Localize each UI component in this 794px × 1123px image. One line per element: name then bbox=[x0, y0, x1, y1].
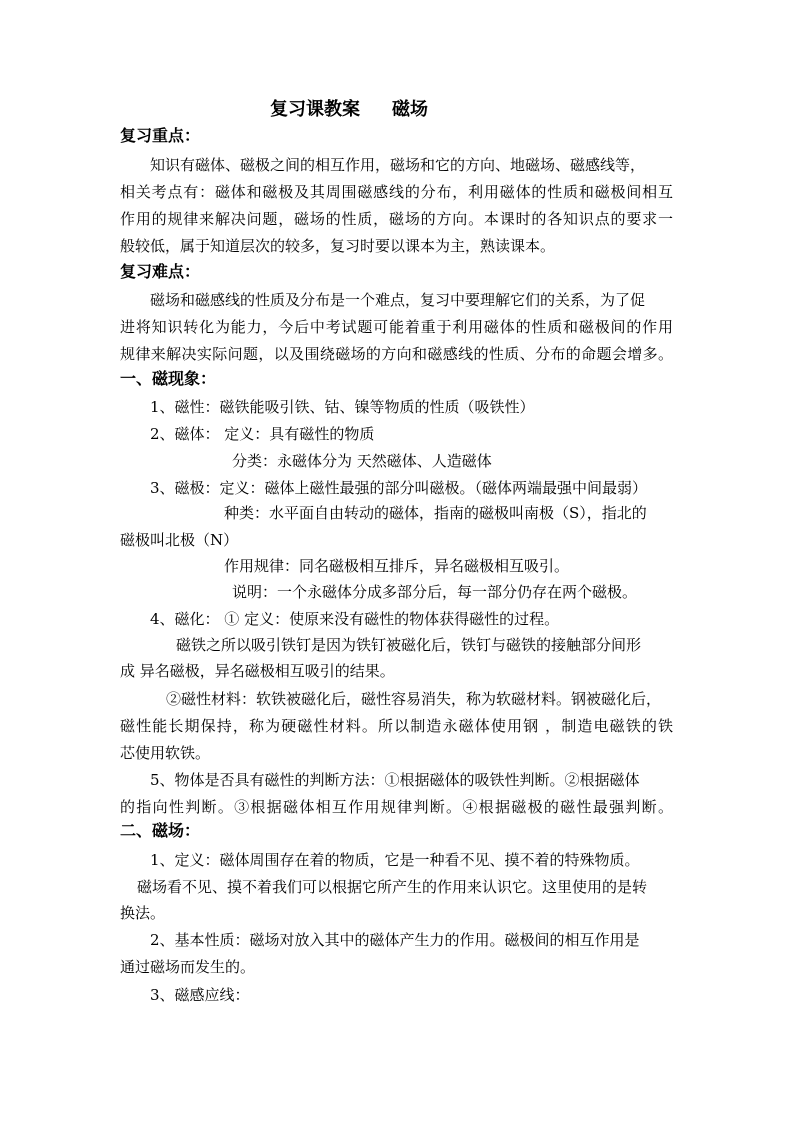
section-heading-key-points: 复习重点： bbox=[120, 126, 201, 145]
paragraph-line: 的指向性判断。③根据磁体相互作用规律判断。④根据磁极的磁性最强判断。 bbox=[120, 798, 673, 816]
section-heading-magnetic-field: 二、磁场： bbox=[120, 821, 201, 840]
paragraph-line: 3、磁感应线： bbox=[150, 986, 250, 1004]
paragraph-line: 5、物体是否具有磁性的判断方法：①根据磁体的吸铁性判断。②根据磁体 bbox=[150, 771, 640, 789]
paragraph-line: 通过磁场而发生的。 bbox=[120, 958, 256, 976]
page-title bbox=[270, 98, 428, 122]
section-heading-magnetic-phenomena: 一、磁现象： bbox=[120, 369, 217, 388]
paragraph-line: 芯使用软铁。 bbox=[120, 744, 211, 762]
paragraph-line: 1、磁性：磁铁能吸引铁、钴、镍等物质的性质（吸铁性） bbox=[150, 398, 535, 416]
paragraph-line: 磁极叫北极（N） bbox=[120, 531, 239, 549]
paragraph-line: 规律来解决实际问题，以及围绕磁场的方向和磁感线的性质、分布的命题会增多。 bbox=[120, 345, 673, 363]
paragraph-line: 进将知识转化为能力，今后中考试题可能着重于利用磁体的性质和磁极间的作用 bbox=[120, 318, 673, 336]
paragraph-line: 分类：永磁体分为 天然磁体、人造磁体 bbox=[232, 452, 492, 470]
paragraph-line: 2、基本性质：磁场对放入其中的磁体产生力的作用。磁极间的相互作用是 bbox=[150, 931, 640, 949]
title-main: 复习课教案 bbox=[270, 99, 360, 120]
paragraph-line: 磁性能长期保持，称为硬磁性材料。所以制造永磁体使用钢 ，制造电磁铁的铁 bbox=[120, 717, 673, 735]
paragraph-line: 知识有磁体、磁极之间的相互作用，磁场和它的方向、地磁场、磁感线等， bbox=[150, 156, 646, 174]
paragraph-line: 种类：水平面自由转动的磁体，指南的磁极叫南极（S），指北的 bbox=[224, 504, 647, 522]
paragraph-line: 2、磁体： 定义：具有磁性的物质 bbox=[150, 425, 375, 443]
paragraph-line: 磁铁之所以吸引铁钉是因为铁钉被磁化后，铁钉与磁铁的接触部分间形 bbox=[176, 636, 642, 654]
paragraph-line: 作用规律：同名磁极相互排斥，异名磁极相互吸引。 bbox=[224, 557, 570, 575]
paragraph-line: 成 异名磁极，异名磁极相互吸引的结果。 bbox=[120, 662, 395, 680]
paragraph-line: 1、定义：磁体周围存在着的物质，它是一种看不见、摸不着的特殊物质。 bbox=[150, 851, 640, 869]
paragraph-line: 相关考点有：磁体和磁极及其周围磁感线的分布，利用磁体的性质和磁极间相互 bbox=[120, 183, 673, 201]
section-heading-difficult-points: 复习难点： bbox=[120, 262, 201, 281]
paragraph-line: 磁场和磁感线的性质及分布是一个难点，复习中要理解它们的关系，为了促 bbox=[150, 291, 646, 309]
paragraph-line: 换法。 bbox=[120, 904, 166, 922]
paragraph-line: 作用的规律来解决问题，磁场的性质，磁场的方向。本课时的各知识点的要求一 bbox=[120, 210, 673, 228]
paragraph-line: ②磁性材料：软铁被磁化后，磁性容易消失，称为软磁材料。钢被磁化后， bbox=[166, 690, 662, 708]
paragraph-line: 4、磁化： ① 定义：使原来没有磁性的物体获得磁性的过程。 bbox=[150, 610, 560, 628]
title-topic: 磁场 bbox=[392, 99, 428, 120]
paragraph-line: 磁场看不见、摸不着我们可以根据它所产生的作用来认识它。这里使用的是转 bbox=[137, 878, 648, 896]
paragraph-line: 般较低，属于知道层次的较多，复习时要以课本为主，熟读课本。 bbox=[120, 237, 556, 255]
paragraph-line: 说明：一个永磁体分成多部分后，每一部分仍存在两个磁极。 bbox=[232, 583, 638, 601]
paragraph-line: 3、磁极：定义：磁体上磁性最强的部分叫磁极。（磁体两端最强中间最弱） bbox=[150, 479, 648, 497]
